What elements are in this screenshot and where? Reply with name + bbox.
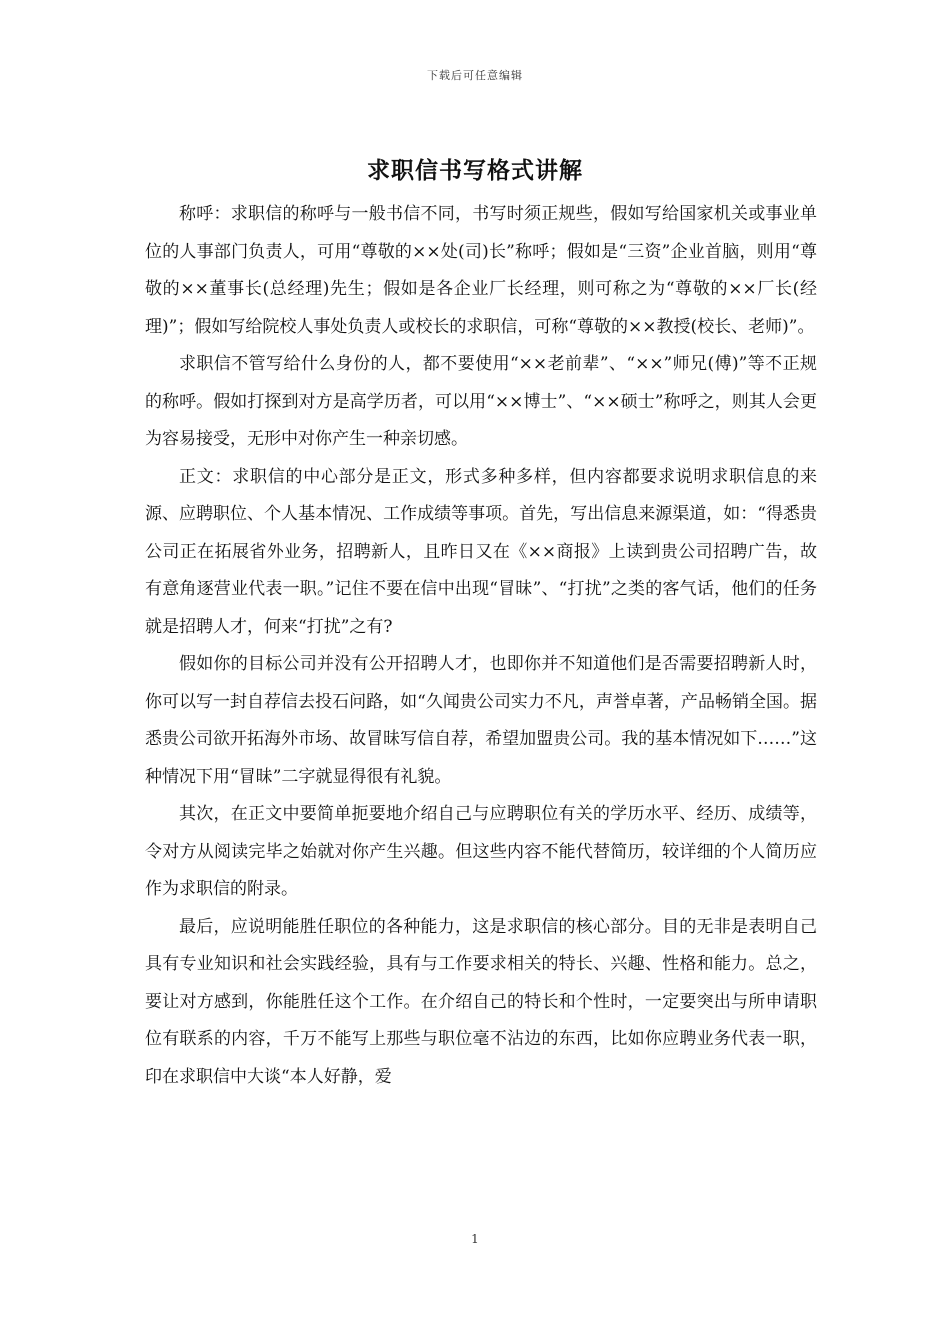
paragraph-salutation: 称呼：求职信的称呼与一般书信不同，书写时须正规些，假如写给国家机关或事业单位的人事部门负责人，可用“尊敬的××处(司)长”称呼；假如是“三资”企业首脑，则用“尊敬的××董事长(总经理)先生；假如是各企业厂长经理，则可称之为“尊敬的××厂长(经理)”；假如写给院校人事处负责人或校长的求职信，可称“尊敬的××教授(校长、老师)”。 <box>145 204 817 337</box>
header-note: 下载后可任意编辑 <box>427 69 523 82</box>
paragraph-self-recommendation: 假如你的目标公司并没有公开招聘人才，也即你并不知道他们是否需要招聘新人时，你可以写一封自荐信去投石问路，如“久闻贵公司实力不凡，声誉卓著，产品畅销全国。据悉贵公司欲开拓海外市场、故冒昧写信自荐，希望加盟贵公司。我的基本情况如下……”这种情况下用“冒昧”二字就显得很有礼貌。 <box>145 654 817 787</box>
page-number: 1 <box>471 1232 479 1246</box>
page-title: 求职信书写格式讲解 <box>367 158 583 184</box>
paragraph-final-point: 最后，应说明能胜任职位的各种能力，这是求职信的核心部分。目的无非是表明自己具有专业知识和社会实践经验，具有与工作要求相关的特长、兴趣、性格和能力。总之，要让对方感到，你能胜任这个工作。在介绍自己的特长和个性时，一定要突出与所申请职位有联系的内容，千万不能写上那些与职位毫不沾边的东西，比如你应聘业务代表一职，印在求职信中大谈“本人好静，爱 <box>145 916 817 1087</box>
document-body <box>145 196 817 1096</box>
paragraph-main-body: 正文：求职信的中心部分是正文，形式多种多样，但内容都要求说明求职信息的来源、应聘职位、个人基本情况、工作成绩等事项。首先，写出信息来源渠道，如：“得悉贵公司正在拓展省外业务，招聘新人，且昨日又在《××商报》上读到贵公司招聘广告，故有意角逐营业代表一职。”记住不要在信中出现“冒昧”、“打扰”之类的客气话，他们的任务就是招聘人才，何来“打扰”之有? <box>145 466 817 637</box>
paragraph-salutation-notes: 求职信不管写给什么身份的人，都不要使用“××老前辈”、“××”师兄(傅)”等不正规的称呼。假如打探到对方是高学历者，可以用“××博士”、“××硕士”称呼之，则其人会更为容易接受，无形中对你产生一种亲切感。 <box>145 354 817 449</box>
paragraph-second-point: 其次，在正文中要简单扼要地介绍自己与应聘职位有关的学历水平、经历、成绩等，令对方从阅读完毕之始就对你产生兴趣。但这些内容不能代替简历，较详细的个人简历应作为求职信的附录。 <box>145 804 817 899</box>
